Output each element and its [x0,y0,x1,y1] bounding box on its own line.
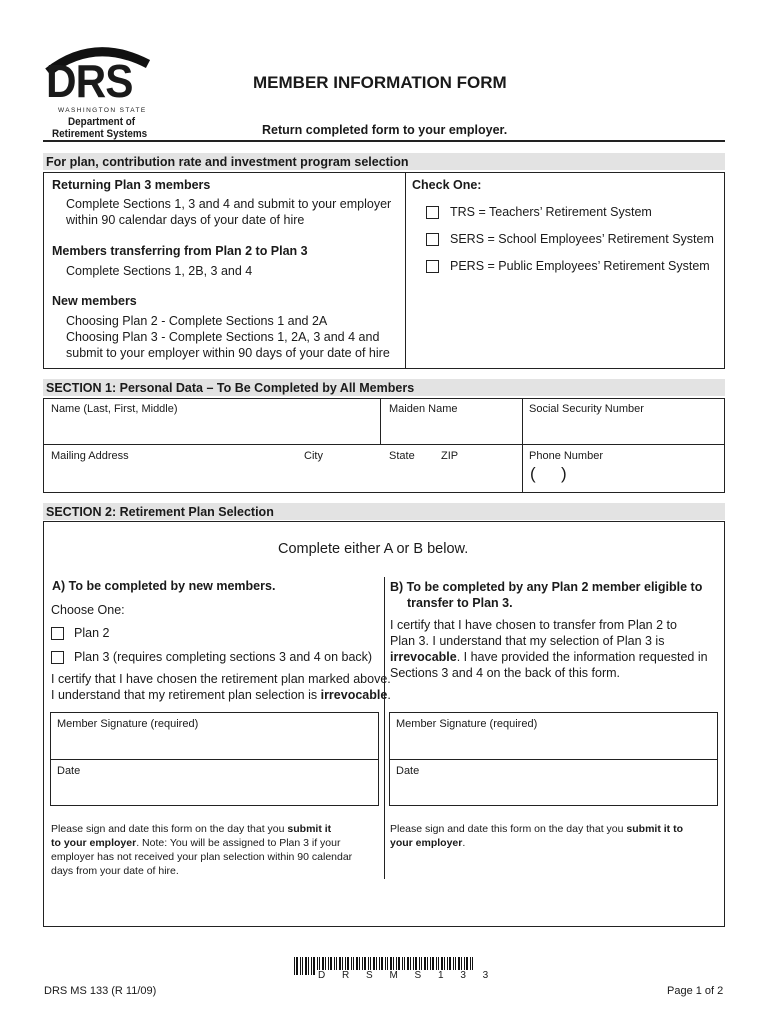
maiden-label: Maiden Name [389,403,458,415]
returning-text-2: within 90 calendar days of your date of hire [66,213,305,227]
state-label: State [389,450,415,462]
a-note-1-bold: submit it [287,823,332,835]
a-date-label: Date [57,765,81,777]
logo-line2: Retirement Systems [52,128,148,140]
transfer-text: Complete Sections 1, 2B, 3 and 4 [66,264,253,278]
barcode-text: D R S M S 1 3 3 [318,970,496,981]
page-number: Page 1 of 2 [667,985,724,997]
transfer-title: Members transferring from Plan 2 to Plan 3 [52,244,308,258]
a-certify-1: I certify that I have chosen the retirement plan marked above. [51,672,391,686]
address-label: Mailing Address [51,450,129,462]
form-id: DRS MS 133 (R 11/09) [44,985,157,997]
plan-box-divider [405,172,406,369]
phone-paren-close: ) [561,464,567,483]
city-label: City [304,450,323,462]
trs-label: TRS = Teachers’ Retirement System [450,205,652,219]
a-signature-label: Member Signature (required) [57,718,199,730]
plan3-label: Plan 3 (requires completing sections 3 and 4 on back) [74,650,373,664]
b-date-label: Date [396,765,420,777]
zip-label: ZIP [441,450,459,462]
b-title-1: B) To be completed by any Plan 2 member eligible to [390,580,703,594]
section2-intro: Complete either A or B below. [278,541,469,557]
b-note [390,822,683,850]
b-text-3-bold: irrevocable [390,650,457,664]
b-text-3 [390,650,708,664]
a-note-4: days from your date of hire. [51,865,179,877]
logo-line1: Department of [68,116,136,128]
form-title: MEMBER INFORMATION FORM [253,73,507,92]
a-certify-end: . [387,688,391,702]
choose-one-label: Choose One: [51,603,125,617]
ssn-label: Social Security Number [529,403,644,415]
a-note-1: Please sign and date this form on the day that you [51,823,285,835]
a-note [51,822,352,878]
a-note-2: . Note: You will be assigned to Plan 3 if your [136,837,341,849]
new-title: New members [52,294,137,308]
section2-col-divider [384,577,385,879]
b-text-1: I certify that I have chosen to transfer from Plan 2 to [390,618,677,632]
plan2-label: Plan 2 [74,626,110,640]
b-text-3-rest: . I have provided the information requested in [456,650,708,664]
phone-label: Phone Number [529,450,603,462]
a-certify-2-text: I understand that my retirement plan selection is [51,688,318,702]
b-note-1-bold: submit it to [626,823,683,835]
form-subtitle: Return completed form to your employer. [262,123,508,137]
plan3-checkbox[interactable] [51,651,64,664]
a-date-field[interactable] [50,759,379,806]
plan-section-heading: For plan, contribution rate and investment program selection [46,155,409,169]
section1-heading: SECTION 1: Personal Data – To Be Completed by All Members [46,381,415,395]
drs-logo [40,42,160,142]
b-text-2: Plan 3. I understand that my selection of Plan 3 is [390,634,665,648]
logo-acronym: DRS [46,55,133,107]
sers-checkbox[interactable] [426,233,439,246]
trs-checkbox[interactable] [426,206,439,219]
logo-state: WASHINGTON STATE [58,107,147,114]
header-rule [43,140,725,142]
phone-paren-open: ( [530,464,536,483]
b-note-1: Please sign and date this form on the day that you [390,823,624,835]
b-signature-label: Member Signature (required) [396,718,538,730]
b-note-2: . [462,837,466,849]
a-title: A) To be completed by new members. [52,579,276,593]
a-note-3: employer has not received your plan selection within 90 calendar [51,851,353,863]
new-text-2: Choosing Plan 3 - Complete Sections 1, 2A, 3 and 4 and [66,330,380,344]
returning-title: Returning Plan 3 members [52,178,211,192]
pers-checkbox[interactable] [426,260,439,273]
section2-heading: SECTION 2: Retirement Plan Selection [46,505,274,519]
returning-text-1: Complete Sections 1, 3 and 4 and submit to your employer [66,197,392,211]
b-title-2: transfer to Plan 3. [407,596,513,610]
b-note-2-bold: your employer [390,837,463,849]
new-text-3: submit to your employer within 90 days of your date of hire [66,346,390,360]
check-one-label: Check One: [412,178,482,192]
a-certify-bold: irrevocable [320,688,388,702]
b-date-field[interactable] [389,759,718,806]
sers-label: SERS = School Employees’ Retirement System [450,232,714,246]
pers-label: PERS = Public Employees’ Retirement System [450,259,710,273]
b-text-4: Sections 3 and 4 on the back of this form. [390,666,620,680]
new-text-1: Choosing Plan 2 - Complete Sections 1 and 2A [66,314,328,328]
a-certify-2 [51,688,391,702]
a-note-2-bold: to your employer [51,837,137,849]
plan2-checkbox[interactable] [51,627,64,640]
name-label: Name (Last, First, Middle) [51,403,178,415]
